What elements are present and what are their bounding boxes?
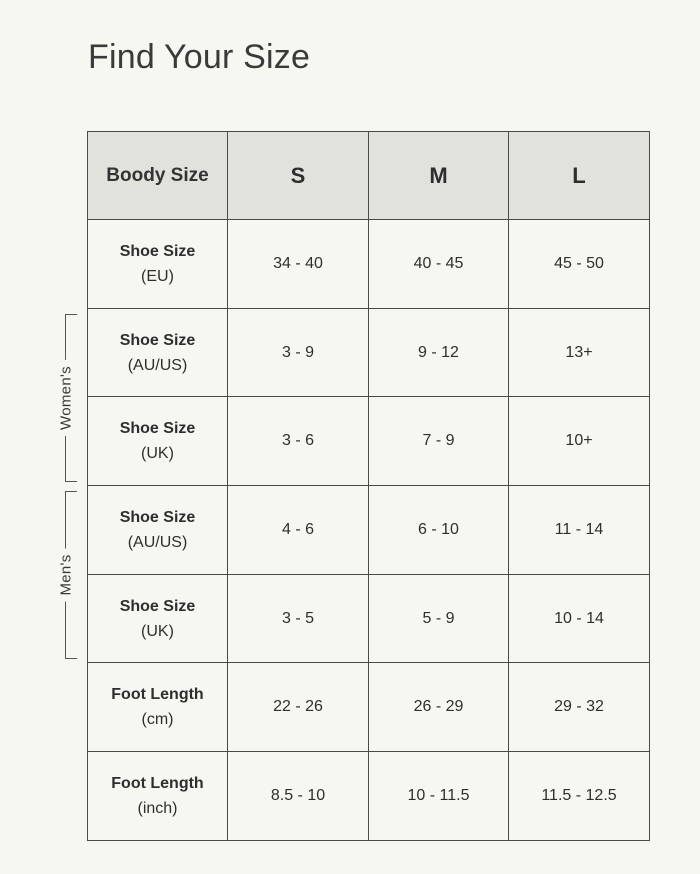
column-header-m: M <box>369 132 509 220</box>
table-row <box>88 220 650 309</box>
row-label <box>88 220 228 309</box>
row-label-unit: (EU) <box>141 267 174 285</box>
row-label <box>88 752 228 841</box>
row-label-unit: (AU/US) <box>127 356 188 374</box>
bracket-tick-bottom <box>65 481 77 482</box>
bracket-tick-top <box>65 491 77 492</box>
row-label <box>88 486 228 575</box>
table-cell: 8.5 - 10 <box>228 752 369 841</box>
page-title: Find Your Size <box>88 38 311 76</box>
mens-group-label: Men's <box>58 548 75 601</box>
row-label <box>88 397 228 486</box>
table-row <box>88 308 650 397</box>
row-label-unit: (cm) <box>141 711 174 729</box>
row-label <box>88 574 228 663</box>
womens-group-bracket <box>55 314 77 482</box>
table-cell: 11.5 - 12.5 <box>509 752 650 841</box>
table-cell: 5 - 9 <box>369 574 509 663</box>
table-cell: 34 - 40 <box>228 220 369 309</box>
row-label-main: Shoe Size <box>119 508 196 526</box>
womens-group-label: Women's <box>58 360 75 436</box>
table-cell: 3 - 6 <box>228 397 369 486</box>
table-cell: 26 - 29 <box>369 663 509 752</box>
table-cell: 10 - 11.5 <box>369 752 509 841</box>
table-cell: 7 - 9 <box>369 397 509 486</box>
table-cell: 10 - 14 <box>509 574 650 663</box>
table-header-row <box>88 132 650 220</box>
row-label-unit: (inch) <box>137 799 178 817</box>
table-cell: 9 - 12 <box>369 308 509 397</box>
row-label-unit: (UK) <box>141 445 174 463</box>
table-cell: 3 - 5 <box>228 574 369 663</box>
table-cell: 45 - 50 <box>509 220 650 309</box>
column-header-s: S <box>228 132 369 220</box>
table-cell: 10+ <box>509 397 650 486</box>
table-cell: 40 - 45 <box>369 220 509 309</box>
row-label-unit: (UK) <box>141 622 174 640</box>
table-row <box>88 663 650 752</box>
table-row <box>88 752 650 841</box>
row-label-main: Foot Length <box>111 686 204 704</box>
row-label-main: Shoe Size <box>119 420 196 438</box>
column-header-l: L <box>509 132 650 220</box>
table-cell: 29 - 32 <box>509 663 650 752</box>
table-cell: 6 - 10 <box>369 486 509 575</box>
row-label-main: Shoe Size <box>119 597 196 615</box>
table-cell: 13+ <box>509 308 650 397</box>
row-label <box>88 308 228 397</box>
table-row <box>88 397 650 486</box>
bracket-tick-top <box>65 314 77 315</box>
table-cell: 3 - 9 <box>228 308 369 397</box>
table-cell: 22 - 26 <box>228 663 369 752</box>
row-label-main: Shoe Size <box>119 331 196 349</box>
table-row <box>88 574 650 663</box>
table-row <box>88 486 650 575</box>
corner-header: Boody Size <box>88 132 228 220</box>
row-label <box>88 663 228 752</box>
row-label-main: Foot Length <box>111 774 204 792</box>
bracket-tick-bottom <box>65 658 77 659</box>
row-label-unit: (AU/US) <box>127 533 188 551</box>
table-cell: 4 - 6 <box>228 486 369 575</box>
size-chart-table <box>87 131 650 841</box>
table-cell: 11 - 14 <box>509 486 650 575</box>
mens-group-bracket <box>55 491 77 659</box>
row-label-main: Shoe Size <box>119 242 196 260</box>
